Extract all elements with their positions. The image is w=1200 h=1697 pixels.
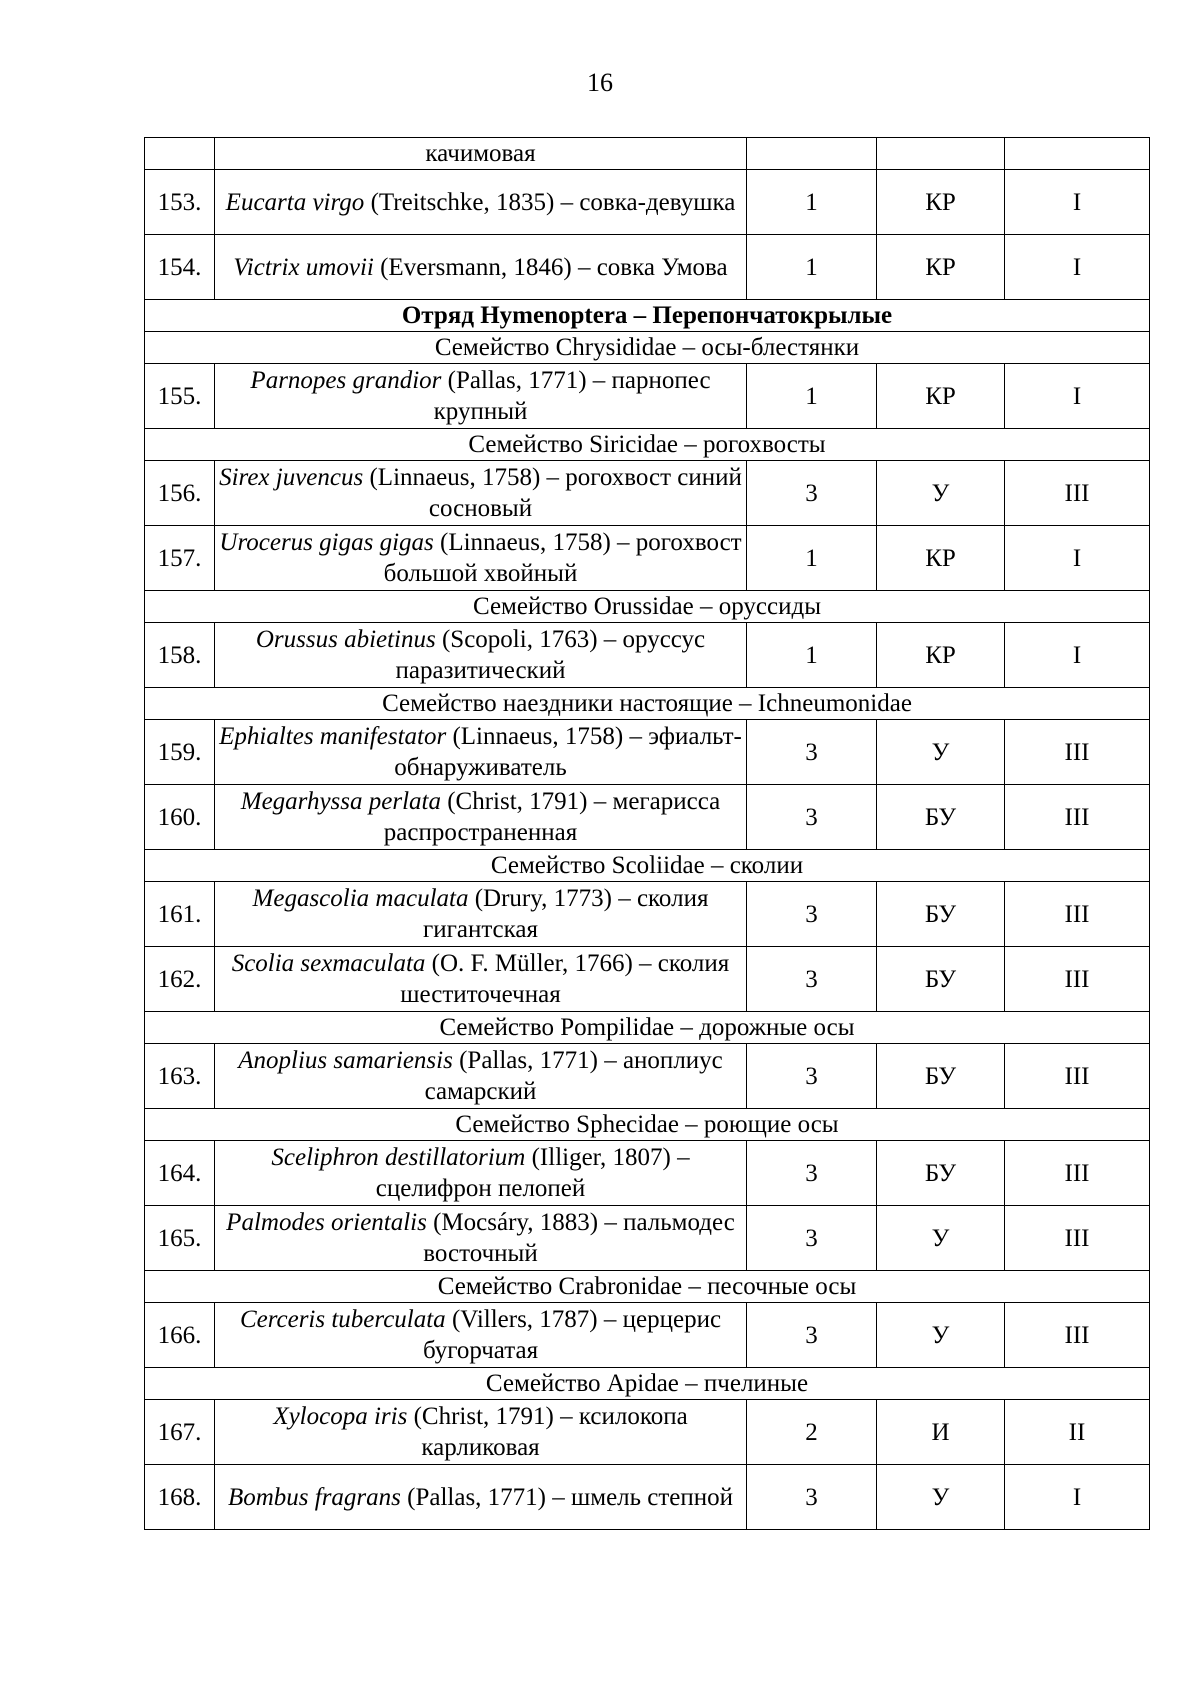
status-cell: БУ [877, 1141, 1005, 1206]
row-number: 162. [145, 947, 215, 1012]
row-number: 167. [145, 1400, 215, 1465]
author-and-common-name: (Illiger, 1807) – сцелифрон пелопей [375, 1144, 690, 1202]
status-cell: И [877, 1400, 1005, 1465]
row-number [145, 138, 215, 170]
family-title: Семейство Crabronidae – песочные осы [145, 1271, 1150, 1303]
author-and-common-name: (Pallas, 1771) – парнопес крупный [433, 367, 711, 425]
latin-name: Bombus fragrans [227, 1483, 401, 1511]
status-cell: КР [877, 364, 1005, 429]
latin-name: Cerceris tuberculata [239, 1306, 446, 1333]
author-and-common-name: (Eversmann, 1846) – совка Умова [373, 253, 728, 281]
table-row [145, 947, 1150, 1012]
table-row [145, 882, 1150, 947]
row-number: 158. [145, 623, 215, 688]
table-row [145, 526, 1150, 591]
species-name [215, 1400, 747, 1465]
author-and-common-name: (Linnaeus, 1758) – эфиальт-обнаруживатель [394, 723, 742, 781]
count-cell: 3 [747, 720, 877, 785]
latin-name: Urocerus gigas gigas [219, 529, 434, 556]
latin-name: Xylocopa iris [273, 1403, 408, 1430]
family-header-row [145, 850, 1150, 882]
table-row [145, 1141, 1150, 1206]
latin-name: Orussus abietinus [255, 626, 436, 653]
species-name [215, 364, 747, 429]
status-cell: КР [877, 623, 1005, 688]
latin-name: Megarhyssa perlata [240, 788, 441, 815]
latin-name: Ephialtes manifestator [219, 723, 447, 750]
latin-name: Sirex juvencus [219, 464, 364, 491]
latin-name: Megascolia maculata [252, 885, 469, 912]
category-cell: I [1005, 623, 1150, 688]
species-name [215, 526, 747, 591]
status-cell: БУ [877, 947, 1005, 1012]
row-number: 166. [145, 1303, 215, 1368]
species-name [215, 1303, 747, 1368]
latin-name: Eucarta virgo [225, 188, 365, 216]
species-table [144, 137, 1150, 1530]
count-cell: 3 [747, 1465, 877, 1530]
author-and-common-name: (Linnaeus, 1758) – рогохвост большой хвойный [383, 529, 742, 587]
author-and-common-name: (Pallas, 1771) – шмель степной [400, 1483, 734, 1511]
category-cell: I [1005, 170, 1150, 235]
category-cell: I [1005, 235, 1150, 300]
row-number: 163. [145, 1044, 215, 1109]
count-cell: 1 [747, 170, 877, 235]
row-number: 157. [145, 526, 215, 591]
category-cell: III [1005, 947, 1150, 1012]
species-name [215, 461, 747, 526]
species-name [215, 1141, 747, 1206]
species-name [215, 720, 747, 785]
category-cell: III [1005, 882, 1150, 947]
latin-name: Victrix umovii [233, 253, 374, 281]
species-name [215, 947, 747, 1012]
count-cell: 3 [747, 947, 877, 1012]
count-cell: 3 [747, 1044, 877, 1109]
row-number: 160. [145, 785, 215, 850]
author-and-common-name: (Christ, 1791) – мегарисса распространенная [383, 788, 721, 846]
count-cell: 3 [747, 1303, 877, 1368]
author-and-common-name: (Treitschke, 1835) – совка-девушка [364, 188, 736, 216]
continuation-row [145, 138, 1150, 170]
family-title: Семейство Orussidae – оруссиды [145, 591, 1150, 623]
family-title: Семейство наездники настоящие – Ichneumonidae [145, 688, 1150, 720]
row-number: 155. [145, 364, 215, 429]
table-row [145, 1044, 1150, 1109]
status-cell: У [877, 1465, 1005, 1530]
species-name [215, 170, 747, 235]
count-cell: 1 [747, 364, 877, 429]
family-title: Семейство Pompilidae – дорожные осы [145, 1012, 1150, 1044]
family-header-row [145, 332, 1150, 364]
count-cell: 3 [747, 882, 877, 947]
count-cell: 3 [747, 1141, 877, 1206]
table-row [145, 1303, 1150, 1368]
status-cell: КР [877, 235, 1005, 300]
row-number: 168. [145, 1465, 215, 1530]
family-header-row [145, 1271, 1150, 1303]
species-name: качимовая [215, 138, 747, 170]
category-cell: III [1005, 720, 1150, 785]
table-row [145, 785, 1150, 850]
family-header-row [145, 1109, 1150, 1141]
category-cell: III [1005, 461, 1150, 526]
row-number: 165. [145, 1206, 215, 1271]
species-name [215, 1465, 747, 1530]
count-cell: 3 [747, 1206, 877, 1271]
category-cell: I [1005, 364, 1150, 429]
author-and-common-name: (Villers, 1787) – церцерис бугорчатая [422, 1306, 722, 1364]
species-name [215, 785, 747, 850]
author-and-common-name: (Linnaeus, 1758) – рогохвост синий сосновый [363, 464, 742, 522]
row-number: 164. [145, 1141, 215, 1206]
row-number: 154. [145, 235, 215, 300]
family-header-row [145, 591, 1150, 623]
author-and-common-name: (Pallas, 1771) – аноплиус самарский [424, 1047, 723, 1105]
species-name [215, 1044, 747, 1109]
species-table-body [145, 138, 1150, 1530]
order-header-row [145, 300, 1150, 332]
category-cell: I [1005, 1465, 1150, 1530]
count-cell: 2 [747, 1400, 877, 1465]
table-row [145, 1465, 1150, 1530]
species-name [215, 882, 747, 947]
latin-name: Sceliphron destillatorium [271, 1144, 526, 1171]
author-and-common-name: (Scopoli, 1763) – оруссус паразитический [395, 626, 706, 684]
species-name [215, 235, 747, 300]
page-number: 16 [587, 68, 613, 97]
latin-name: Parnopes grandior [250, 367, 442, 394]
author-and-common-name: (O. F. Müller, 1766) – сколия шеститочечная [400, 950, 730, 1008]
family-header-row [145, 1368, 1150, 1400]
status-cell: БУ [877, 882, 1005, 947]
status-cell [877, 138, 1005, 170]
family-header-row [145, 688, 1150, 720]
status-cell: У [877, 720, 1005, 785]
table-row [145, 623, 1150, 688]
status-cell: У [877, 1303, 1005, 1368]
status-cell: КР [877, 170, 1005, 235]
status-cell: У [877, 461, 1005, 526]
category-cell [1005, 138, 1150, 170]
table-row [145, 364, 1150, 429]
order-title: Отряд Hymenoptera – Перепончатокрылые [145, 300, 1150, 332]
author-and-common-name: (Drury, 1773) – сколия гигантская [422, 885, 709, 943]
row-number: 161. [145, 882, 215, 947]
table-row [145, 461, 1150, 526]
family-header-row [145, 429, 1150, 461]
category-cell: III [1005, 1206, 1150, 1271]
row-number: 156. [145, 461, 215, 526]
family-title: Семейство Chrysididae – осы-блестянки [145, 332, 1150, 364]
count-cell: 3 [747, 785, 877, 850]
family-title: Семейство Scoliidae – сколии [145, 850, 1150, 882]
row-number: 159. [145, 720, 215, 785]
latin-name: Anoplius samariensis [238, 1047, 453, 1074]
count-cell [747, 138, 877, 170]
category-cell: III [1005, 1044, 1150, 1109]
table-row [145, 720, 1150, 785]
category-cell: III [1005, 1141, 1150, 1206]
status-cell: КР [877, 526, 1005, 591]
table-row [145, 1400, 1150, 1465]
count-cell: 1 [747, 235, 877, 300]
status-cell: БУ [877, 785, 1005, 850]
author-and-common-name: (Christ, 1791) – ксилокопа карликовая [407, 1403, 688, 1461]
family-header-row [145, 1012, 1150, 1044]
category-cell: II [1005, 1400, 1150, 1465]
species-name [215, 623, 747, 688]
species-name [215, 1206, 747, 1271]
category-cell: III [1005, 785, 1150, 850]
status-cell: БУ [877, 1044, 1005, 1109]
category-cell: I [1005, 526, 1150, 591]
family-title: Семейство Siricidae – рогохвосты [145, 429, 1150, 461]
table-row [145, 235, 1150, 300]
count-cell: 1 [747, 526, 877, 591]
count-cell: 1 [747, 623, 877, 688]
author-and-common-name: (Mocsáry, 1883) – пальмодес восточный [423, 1209, 735, 1267]
family-title: Семейство Sphecidae – роющие осы [145, 1109, 1150, 1141]
latin-name: Palmodes orientalis [226, 1209, 427, 1236]
table-row [145, 1206, 1150, 1271]
status-cell: У [877, 1206, 1005, 1271]
count-cell: 3 [747, 461, 877, 526]
table-row [145, 170, 1150, 235]
category-cell: III [1005, 1303, 1150, 1368]
family-title: Семейство Apidae – пчелиные [145, 1368, 1150, 1400]
row-number: 153. [145, 170, 215, 235]
latin-name: Scolia sexmaculata [231, 950, 426, 977]
